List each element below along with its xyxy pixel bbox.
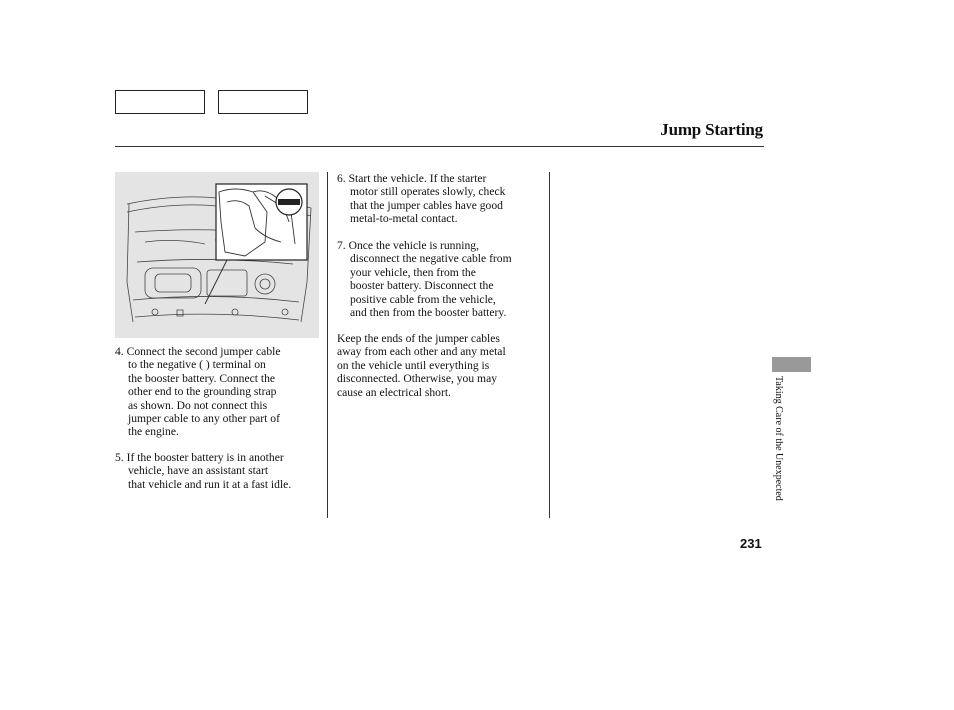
engine-bay-drawing	[115, 172, 319, 338]
instruction-step-7: 7. Once the vehicle is running, disconnect the negative cable from your vehicle, then from the booster battery. Disconnect the positive cable from the vehicle, and then from the booster battery.	[337, 239, 512, 320]
caution-note: Keep the ends of the jumper cables away from each other and any metal on the vehicle until everything is disconnected. Otherwise, you may cause an electrical short.	[337, 332, 506, 399]
nav-button-previous[interactable]	[115, 90, 205, 114]
instruction-step-5: 5. If the booster battery is in another vehicle, have an assistant start that vehicle and run it at a fast idle.	[115, 451, 292, 491]
engine-bay-illustration	[115, 172, 319, 338]
section-tab	[772, 357, 811, 372]
instruction-step-4: 4. Connect the second jumper cable to the negative ( ) terminal on the booster battery. Connect the other end to the grounding strap as shown. Do not connect this jumper cable to any other part of the engine.	[115, 345, 281, 439]
header-divider	[115, 146, 764, 147]
page-number: 231	[740, 536, 762, 551]
section-label: Taking Care of the Unexpected	[773, 376, 784, 501]
instruction-step-6: 6. Start the vehicle. If the starter motor still operates slowly, check that the jumper cables have good metal-to-metal contact.	[337, 172, 506, 226]
nav-button-next[interactable]	[218, 90, 308, 114]
page-title: Jump Starting	[660, 120, 763, 139]
